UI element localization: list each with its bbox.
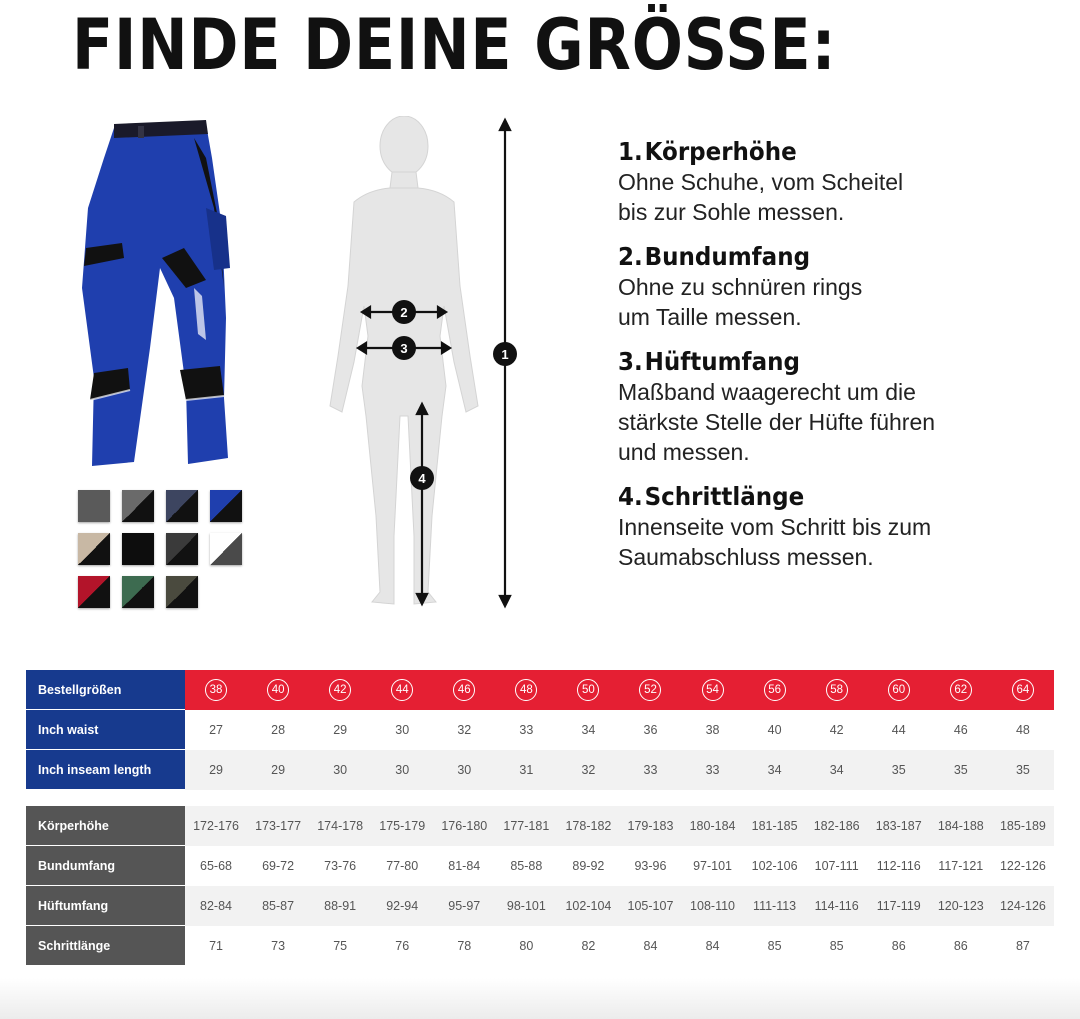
instruction-text: Ohne Schuhe, vom Scheitel bis zur Sohle messen. (618, 169, 904, 225)
table-cell: 111-113 (744, 886, 806, 926)
table-cell: 180-184 (682, 806, 744, 846)
table-cell: 73 (247, 926, 309, 966)
table-cell: 97-101 (682, 846, 744, 886)
size-circle-label: 62 (950, 679, 972, 701)
instruction-title: Hüftumfang (644, 347, 800, 376)
table-cell: 178-182 (557, 806, 619, 846)
size-cell (806, 670, 868, 710)
table-cell: 105-107 (619, 886, 681, 926)
table-cell: 75 (309, 926, 371, 966)
row-label: Schrittlänge (26, 926, 185, 966)
table-cell: 34 (557, 710, 619, 750)
table-cell: 86 (868, 926, 930, 966)
table-cell: 76 (371, 926, 433, 966)
size-cell (744, 670, 806, 710)
table-cell: 174-178 (309, 806, 371, 846)
color-swatch (78, 576, 110, 608)
size-circle-label: 40 (267, 679, 289, 701)
table-cell: 77-80 (371, 846, 433, 886)
instruction-number: 3. (618, 347, 643, 376)
table-cell: 172-176 (185, 806, 247, 846)
color-swatches (78, 490, 248, 612)
table-cell: 46 (930, 710, 992, 750)
table-cell: 124-126 (992, 886, 1054, 926)
size-cell (930, 670, 992, 710)
color-swatch (78, 490, 110, 522)
bottom-fade (0, 978, 1080, 1019)
table-cell: 176-180 (433, 806, 495, 846)
instruction-text: Ohne zu schnüren rings um Taille messen. (618, 274, 863, 330)
table-cell: 71 (185, 926, 247, 966)
table-cell: 183-187 (868, 806, 930, 846)
inch-row (26, 750, 1054, 790)
table-cell: 108-110 (682, 886, 744, 926)
size-circle-label: 50 (577, 679, 599, 701)
instruction-heading (618, 346, 1023, 377)
height-marker-label: 1 (501, 347, 509, 362)
table-cell: 184-188 (930, 806, 992, 846)
instruction-heading (618, 481, 1023, 512)
table-cell: 34 (806, 750, 868, 790)
size-circle-label: 52 (639, 679, 661, 701)
color-swatch (122, 533, 154, 565)
table-cell: 73-76 (309, 846, 371, 886)
table-cell: 80 (495, 926, 557, 966)
page-title: FINDE DEINE GRÖSSE: (72, 4, 837, 86)
table-cell: 93-96 (619, 846, 681, 886)
instruction-height (618, 136, 1058, 227)
size-cell (495, 670, 557, 710)
table-cell: 181-185 (744, 806, 806, 846)
instruction-number: 1. (618, 137, 643, 166)
body-measure-row (26, 926, 1054, 966)
color-swatch (210, 533, 242, 565)
table-cell: 88-91 (309, 886, 371, 926)
color-swatch (166, 490, 198, 522)
row-label: Bundumfang (26, 846, 185, 886)
size-cell (433, 670, 495, 710)
instruction-title: Körperhöhe (644, 137, 797, 166)
hip-marker-label: 3 (400, 341, 408, 356)
table-cell: 65-68 (185, 846, 247, 886)
inch-row (26, 710, 1054, 750)
table-cell: 42 (806, 710, 868, 750)
table-cell: 175-179 (371, 806, 433, 846)
table-cell: 35 (930, 750, 992, 790)
table-cell: 112-116 (868, 846, 930, 886)
size-circle-label: 46 (453, 679, 475, 701)
work-pants-image (74, 118, 234, 474)
instruction-number: 4. (618, 482, 643, 511)
table-cell: 29 (185, 750, 247, 790)
table-cell: 28 (247, 710, 309, 750)
row-label: Bestellgrößen (26, 670, 185, 710)
table-cell: 173-177 (247, 806, 309, 846)
size-circle-label: 58 (826, 679, 848, 701)
size-cell (868, 670, 930, 710)
row-label: Körperhöhe (26, 806, 185, 846)
color-swatch (122, 490, 154, 522)
table-spacer (26, 790, 1054, 806)
size-cell (371, 670, 433, 710)
table-cell: 31 (495, 750, 557, 790)
instruction-title: Bundumfang (644, 242, 811, 271)
waist-marker-label: 2 (400, 305, 408, 320)
table-cell: 177-181 (495, 806, 557, 846)
table-cell: 87 (992, 926, 1054, 966)
table-cell: 95-97 (433, 886, 495, 926)
spacer-cell (26, 790, 1054, 806)
table-cell: 81-84 (433, 846, 495, 886)
table-cell: 82 (557, 926, 619, 966)
table-cell: 27 (185, 710, 247, 750)
table-cell: 120-123 (930, 886, 992, 926)
size-cell (992, 670, 1054, 710)
size-circle-label: 56 (764, 679, 786, 701)
size-table (26, 670, 1054, 966)
size-circle-label: 64 (1012, 679, 1034, 701)
color-swatch (166, 576, 198, 608)
table-cell: 32 (433, 710, 495, 750)
table-cell: 32 (557, 750, 619, 790)
table-cell: 86 (930, 926, 992, 966)
instruction-inseam (618, 481, 1058, 572)
color-swatch (166, 533, 198, 565)
table-cell: 85 (806, 926, 868, 966)
table-cell: 38 (682, 710, 744, 750)
size-cell (247, 670, 309, 710)
table-cell: 114-116 (806, 886, 868, 926)
size-circle-label: 60 (888, 679, 910, 701)
table-cell: 48 (992, 710, 1054, 750)
table-cell: 182-186 (806, 806, 868, 846)
size-cell (682, 670, 744, 710)
table-cell: 102-104 (557, 886, 619, 926)
table-cell: 69-72 (247, 846, 309, 886)
instruction-text: Maßband waagerecht um die stärkste Stelle der Hüfte führen und messen. (618, 379, 936, 465)
size-cell (619, 670, 681, 710)
instruction-title: Schrittlänge (644, 482, 805, 511)
instruction-hip (618, 346, 1058, 467)
instruction-heading (618, 241, 1023, 272)
inseam-marker-label: 4 (418, 471, 426, 486)
size-circle-label: 38 (205, 679, 227, 701)
table-cell: 92-94 (371, 886, 433, 926)
table-cell: 36 (619, 710, 681, 750)
table-cell: 117-119 (868, 886, 930, 926)
table-cell: 102-106 (744, 846, 806, 886)
table-cell: 89-92 (557, 846, 619, 886)
table-cell: 117-121 (930, 846, 992, 886)
table-cell: 122-126 (992, 846, 1054, 886)
row-label: Inch waist (26, 710, 185, 750)
table-cell: 85-87 (247, 886, 309, 926)
body-measure-row (26, 886, 1054, 926)
table-cell: 33 (619, 750, 681, 790)
color-swatch (122, 576, 154, 608)
table-cell: 84 (619, 926, 681, 966)
size-circle-label: 54 (702, 679, 724, 701)
instruction-waist (618, 241, 1058, 332)
color-swatch (78, 533, 110, 565)
table-cell: 30 (371, 750, 433, 790)
table-cell: 29 (309, 710, 371, 750)
table-cell: 35 (868, 750, 930, 790)
table-cell: 84 (682, 926, 744, 966)
size-cell (309, 670, 371, 710)
size-cell (185, 670, 247, 710)
instruction-text: Innenseite vom Schritt bis zum Saumabschluss messen. (618, 514, 932, 570)
size-circle-label: 44 (391, 679, 413, 701)
size-circle-label: 48 (515, 679, 537, 701)
table-cell: 78 (433, 926, 495, 966)
table-cell: 107-111 (806, 846, 868, 886)
body-measurement-figure (310, 116, 540, 610)
size-circle-label: 42 (329, 679, 351, 701)
color-swatch (210, 490, 242, 522)
instruction-heading (618, 136, 1023, 167)
table-cell: 98-101 (495, 886, 557, 926)
row-label: Inch inseam length (26, 750, 185, 790)
table-cell: 179-183 (619, 806, 681, 846)
table-cell: 35 (992, 750, 1054, 790)
size-cell (557, 670, 619, 710)
table-cell: 30 (433, 750, 495, 790)
instruction-number: 2. (618, 242, 643, 271)
table-cell: 33 (682, 750, 744, 790)
row-label: Hüftumfang (26, 886, 185, 926)
table-cell: 44 (868, 710, 930, 750)
table-cell: 82-84 (185, 886, 247, 926)
table-cell: 85-88 (495, 846, 557, 886)
measurement-instructions (618, 136, 1058, 586)
table-cell: 33 (495, 710, 557, 750)
order-sizes-row (26, 670, 1054, 710)
table-cell: 29 (247, 750, 309, 790)
table-cell: 185-189 (992, 806, 1054, 846)
table-cell: 34 (744, 750, 806, 790)
table-cell: 40 (744, 710, 806, 750)
table-cell: 30 (371, 710, 433, 750)
body-measure-row (26, 846, 1054, 886)
body-measure-row (26, 806, 1054, 846)
table-cell: 85 (744, 926, 806, 966)
table-cell: 30 (309, 750, 371, 790)
